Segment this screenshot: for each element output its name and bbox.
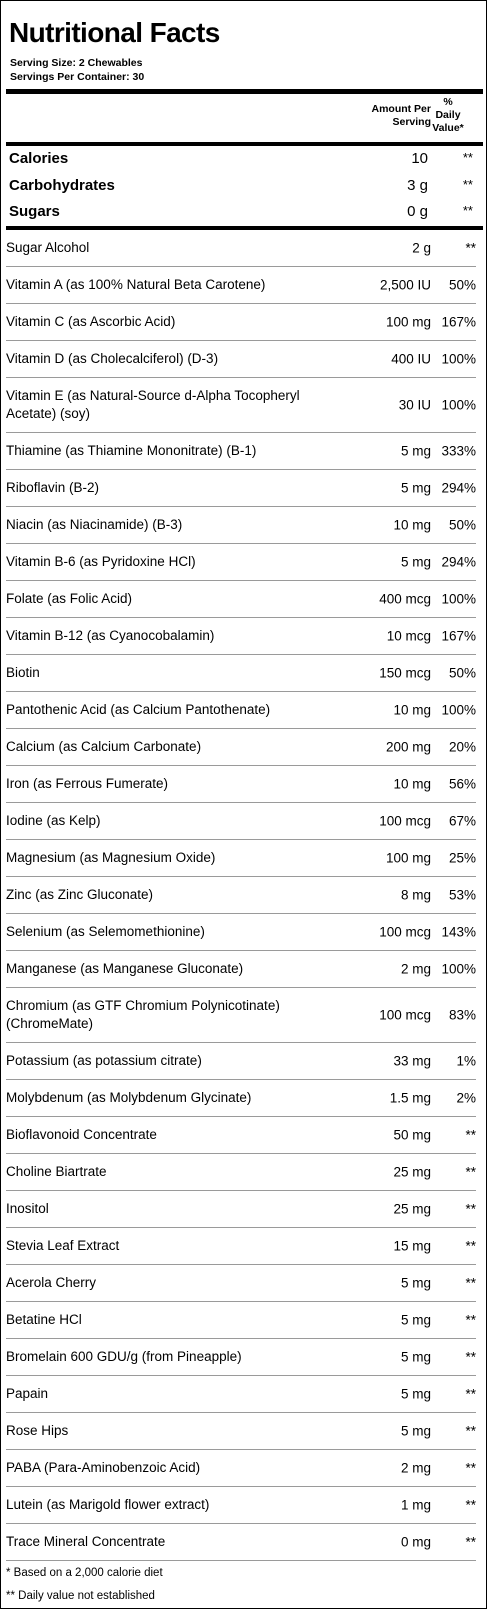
nutrient-amount: 2 g [412, 240, 431, 256]
nutrient-row [6, 544, 476, 581]
nutrient-row [6, 988, 476, 1043]
nutrient-daily-value: 143% [441, 924, 476, 940]
nutrient-daily-value: 333% [441, 443, 476, 459]
nutrient-daily-value: 100% [441, 702, 476, 718]
nutrient-amount: 10 mg [393, 776, 431, 792]
nutrient-name: Vitamin C (as Ascorbic Acid) [6, 314, 176, 329]
nutrient-amount: 5 mg [400, 1349, 431, 1365]
nutrient-row [6, 1302, 476, 1339]
footnote-dv-not-established: ** Daily value not established [6, 1590, 155, 1602]
nutrient-amount: 5 mg [400, 554, 431, 570]
nutrient-daily-value: 2% [456, 1090, 476, 1106]
nutrient-name: Magnesium (as Magnesium Oxide) [6, 850, 216, 865]
nutrient-daily-value: ** [465, 1460, 476, 1476]
nutrient-amount: 25 mg [393, 1164, 431, 1180]
nutrient-daily-value: 167% [441, 314, 476, 330]
dv-header-line-2: Daily [435, 109, 461, 121]
nutrient-amount: 5 mg [400, 1386, 431, 1402]
nutrient-daily-value: ** [465, 1238, 476, 1254]
nutrient-daily-value: 100% [441, 397, 476, 413]
nutrient-row [6, 433, 476, 470]
nutrient-daily-value: ** [465, 1201, 476, 1217]
nutrient-row [6, 581, 476, 618]
nutrient-amount: 0 mg [400, 1534, 431, 1550]
nutrient-daily-value: 167% [441, 628, 476, 644]
nutrient-name: Iodine (as Kelp) [6, 813, 101, 828]
nutrient-row [6, 1450, 476, 1487]
nutrient-list [6, 230, 476, 1561]
nutrient-row [6, 1043, 476, 1080]
nutrient-row [6, 729, 476, 766]
nutrient-name: Carbohydrates [9, 177, 115, 194]
dv-header-line-1: % [443, 96, 453, 108]
nutrient-row [6, 1080, 476, 1117]
nutrient-name: Vitamin E (as Natural-Source d-Alpha Tocopheryl Acetate) (soy) [6, 388, 300, 421]
nutrient-amount: 150 mcg [379, 665, 431, 681]
nutrient-daily-value: ** [462, 203, 473, 218]
nutrient-daily-value: 100% [441, 351, 476, 367]
nutrient-name: Bromelain 600 GDU/g (from Pineapple) [6, 1349, 242, 1364]
nutrient-daily-value: 56% [448, 776, 476, 792]
nutrient-daily-value: ** [462, 150, 473, 165]
nutrient-amount: 100 mcg [379, 924, 431, 940]
nutrient-amount: 8 mg [400, 887, 431, 903]
nutrient-daily-value: ** [465, 1312, 476, 1328]
nutrient-daily-value: ** [465, 1423, 476, 1439]
nutrient-daily-value: ** [465, 1534, 476, 1550]
nutrient-name: Folate (as Folic Acid) [6, 591, 133, 606]
nutrient-amount: 100 mg [385, 314, 431, 330]
nutrient-daily-value: ** [465, 1386, 476, 1402]
nutrient-name: Biotin [6, 665, 40, 680]
nutrient-daily-value: 294% [441, 554, 476, 570]
nutrient-name: Vitamin B-6 (as Pyridoxine HCl) [6, 554, 196, 569]
nutrient-amount: 5 mg [400, 480, 431, 496]
nutrient-name: Calories [9, 150, 69, 167]
nutrient-row [6, 803, 476, 840]
nutrient-name: Stevia Leaf Extract [6, 1238, 120, 1253]
nutrient-amount: 100 mg [385, 850, 431, 866]
nutrient-name: PABA (Para-Aminobenzoic Acid) [6, 1460, 201, 1475]
nutrient-row [6, 230, 476, 267]
nutrient-name: Acerola Cherry [6, 1275, 97, 1290]
amount-header-line-2: Serving [392, 116, 431, 128]
nutrient-daily-value: ** [465, 1275, 476, 1291]
nutrient-row [6, 914, 476, 951]
nutrient-row [6, 470, 476, 507]
footnote-calorie-diet: * Based on a 2,000 calorie diet [6, 1567, 163, 1579]
nutrient-amount: 2 mg [400, 961, 431, 977]
nutrient-row [6, 951, 476, 988]
nutrient-name: Trace Mineral Concentrate [6, 1534, 166, 1549]
nutrient-name: Potassium (as potassium citrate) [6, 1053, 202, 1068]
nutrient-daily-value: 100% [441, 591, 476, 607]
nutrient-amount: 1 mg [400, 1497, 431, 1513]
nutrient-row [6, 655, 476, 692]
nutrient-daily-value: ** [465, 240, 476, 256]
nutrient-name: Thiamine (as Thiamine Mononitrate) (B-1) [6, 443, 257, 458]
major-row-calories [9, 148, 473, 174]
nutrient-row [6, 1117, 476, 1154]
servings-per-container: Servings Per Container: 30 [10, 71, 145, 83]
nutrient-amount: 5 mg [400, 443, 431, 459]
nutrient-amount: 100 mcg [379, 1007, 431, 1023]
nutrient-row [6, 1228, 476, 1265]
nutrient-name: Vitamin D (as Cholecalciferol) (D-3) [6, 351, 219, 366]
nutrient-row [6, 877, 476, 914]
nutrient-name: Choline Biartrate [6, 1164, 107, 1179]
nutrient-daily-value: 20% [448, 739, 476, 755]
nutrient-row [6, 1376, 476, 1413]
nutrient-amount: 25 mg [393, 1201, 431, 1217]
nutrient-daily-value: 100% [441, 961, 476, 977]
nutrient-row [6, 766, 476, 803]
nutrient-daily-value: 83% [448, 1007, 476, 1023]
nutrient-name: Iron (as Ferrous Fumerate) [6, 776, 169, 791]
amount-header-line-1: Amount Per [371, 103, 431, 115]
nutrient-name: Pantothenic Acid (as Calcium Pantothenate) [6, 702, 271, 717]
nutrient-amount: 0 g [407, 203, 428, 220]
nutrient-row [6, 1191, 476, 1228]
nutrient-daily-value: 53% [448, 887, 476, 903]
nutrient-daily-value: 1% [456, 1053, 476, 1069]
nutrient-name: Molybdenum (as Molybdenum Glycinate) [6, 1090, 252, 1105]
nutrient-name: Chromium (as GTF Chromium Polynicotinate) (ChromeMate) [6, 998, 280, 1031]
nutrient-amount: 2,500 IU [379, 277, 431, 293]
major-row-carbohydrates [9, 175, 473, 201]
nutrient-amount: 10 mcg [386, 628, 431, 644]
nutrient-daily-value: ** [465, 1127, 476, 1143]
nutrient-amount: 5 mg [400, 1275, 431, 1291]
nutrient-amount: 10 mg [393, 517, 431, 533]
nutrient-name: Sugar Alcohol [6, 240, 90, 255]
nutrient-row [6, 1524, 476, 1561]
nutrient-amount: 15 mg [393, 1238, 431, 1254]
nutrient-daily-value: ** [465, 1497, 476, 1513]
nutrient-amount: 30 IU [398, 397, 431, 413]
nutrient-row [6, 692, 476, 729]
nutrient-daily-value: 50% [448, 517, 476, 533]
nutrient-row [6, 618, 476, 655]
nutrient-name: Betatine HCl [6, 1312, 82, 1327]
nutrient-name: Calcium (as Calcium Carbonate) [6, 739, 202, 754]
nutrient-amount: 1.5 mg [389, 1090, 431, 1106]
nutrient-amount: 2 mg [400, 1460, 431, 1476]
nutrient-name: Selenium (as Selemomethionine) [6, 924, 205, 939]
nutrient-daily-value: ** [465, 1349, 476, 1365]
nutrient-daily-value: ** [465, 1164, 476, 1180]
nutrient-name: Vitamin B-12 (as Cyanocobalamin) [6, 628, 215, 643]
nutrient-amount: 50 mg [393, 1127, 431, 1143]
nutrient-row [6, 378, 476, 433]
nutrient-row [6, 1154, 476, 1191]
nutrient-daily-value: 294% [441, 480, 476, 496]
nutrient-name: Zinc (as Zinc Gluconate) [6, 887, 154, 902]
nutrient-name: Papain [6, 1386, 49, 1401]
nutrient-amount: 5 mg [400, 1423, 431, 1439]
nutrient-row [6, 507, 476, 544]
nutrient-name: Bioflavonoid Concentrate [6, 1127, 157, 1142]
nutrient-row [6, 341, 476, 378]
label-title: Nutritional Facts [9, 17, 220, 48]
major-row-sugars [9, 201, 473, 227]
header-thick-rule [6, 142, 483, 146]
nutrient-row [6, 1413, 476, 1450]
amount-per-serving-header [341, 103, 431, 129]
nutrient-daily-value: 67% [448, 813, 476, 829]
nutrient-row [6, 267, 476, 304]
nutrient-amount: 33 mg [393, 1053, 431, 1069]
nutrient-amount: 400 mcg [379, 591, 431, 607]
nutrient-amount: 10 mg [393, 702, 431, 718]
nutrient-daily-value: ** [462, 177, 473, 192]
nutrient-amount: 200 mg [385, 739, 431, 755]
nutrient-amount: 3 g [407, 177, 428, 194]
nutrient-name: Manganese (as Manganese Gluconate) [6, 961, 244, 976]
nutrient-daily-value: 50% [448, 665, 476, 681]
nutrient-name: Rose Hips [6, 1423, 69, 1438]
nutrient-name: Riboflavin (B-2) [6, 480, 100, 495]
nutrient-amount: 5 mg [400, 1312, 431, 1328]
daily-value-header [423, 96, 473, 135]
nutrient-amount: 100 mcg [379, 813, 431, 829]
serving-size: Serving Size: 2 Chewables [10, 57, 143, 69]
nutrient-amount: 400 IU [391, 351, 431, 367]
nutrient-name: Sugars [9, 203, 60, 220]
nutrient-daily-value: 25% [448, 850, 476, 866]
nutrient-name: Niacin (as Niacinamide) (B-3) [6, 517, 183, 532]
nutrient-name: Inositol [6, 1201, 49, 1216]
nutrient-name: Lutein (as Marigold flower extract) [6, 1497, 210, 1512]
nutrient-row [6, 1487, 476, 1524]
top-thick-rule [6, 89, 483, 94]
dv-header-line-3: Value* [432, 122, 464, 134]
nutrient-row [6, 1265, 476, 1302]
nutrient-amount: 10 [411, 150, 428, 167]
nutrient-row [6, 1339, 476, 1376]
nutrient-row [6, 840, 476, 877]
nutrient-row [6, 304, 476, 341]
nutrient-name: Vitamin A (as 100% Natural Beta Carotene) [6, 277, 266, 292]
nutrient-daily-value: 50% [448, 277, 476, 293]
